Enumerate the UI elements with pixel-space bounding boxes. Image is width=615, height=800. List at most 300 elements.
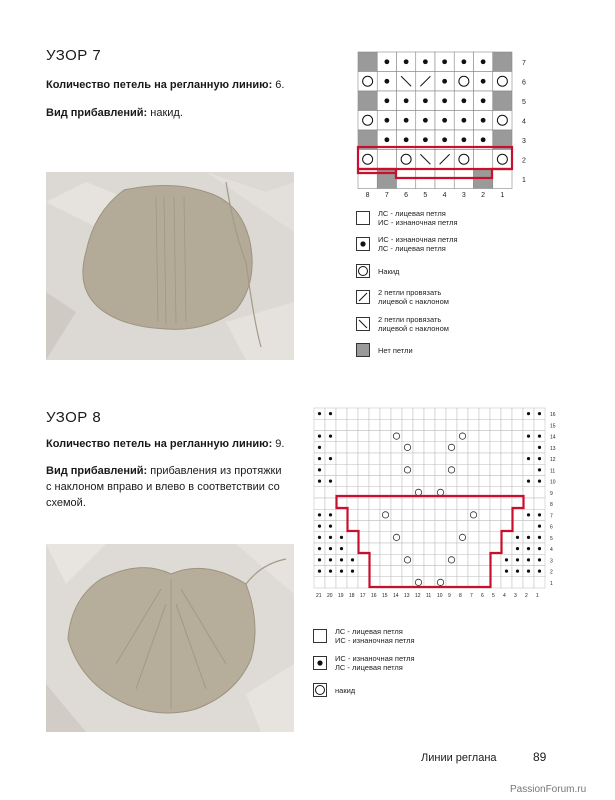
pattern8-cell <box>501 532 512 543</box>
pattern8-cell <box>490 453 501 464</box>
pattern8-cell <box>534 476 545 487</box>
pattern8-cell <box>479 442 490 453</box>
pattern8-cell <box>523 498 534 509</box>
pattern8-cell <box>534 498 545 509</box>
pattern8-cell <box>424 554 435 565</box>
pattern8-row-number: 13 <box>550 445 556 452</box>
pattern8-cell <box>523 476 534 487</box>
pattern8-cell <box>336 509 347 520</box>
pattern8-cell <box>523 521 534 532</box>
pattern8-cell <box>358 554 369 565</box>
page-number: 89 <box>533 750 547 764</box>
pattern7-cell <box>377 150 396 170</box>
pattern8-cell <box>479 554 490 565</box>
pattern8-cell <box>413 509 424 520</box>
pattern8-cell <box>314 577 325 588</box>
pattern8-cell <box>534 509 545 520</box>
pattern8-cell <box>501 498 512 509</box>
pattern8-cell <box>369 453 380 464</box>
pattern8-col-number: 16 <box>371 593 377 599</box>
pattern8-cell <box>402 543 413 554</box>
pattern8-cell <box>446 419 457 430</box>
pattern8-cell <box>424 464 435 475</box>
pattern8-cell <box>446 521 457 532</box>
pattern8-stitches-label: Количество петель на регланную линию: <box>46 438 273 450</box>
pattern8-cell <box>523 464 534 475</box>
pattern8-cell <box>347 566 358 577</box>
pattern8-cell <box>424 453 435 464</box>
pattern8-col-number: 8 <box>459 593 462 599</box>
pattern8-cell <box>347 464 358 475</box>
pattern8-row-number: 2 <box>550 569 553 576</box>
pattern8-cell <box>347 577 358 588</box>
pattern8-cell <box>501 476 512 487</box>
pattern7-cell <box>493 169 512 189</box>
pattern7-cell <box>493 150 512 170</box>
pattern8-cell <box>424 442 435 453</box>
pattern8-cell <box>512 408 523 419</box>
pattern8-cell <box>468 509 479 520</box>
pattern8-cell <box>402 476 413 487</box>
pattern7-cell <box>474 91 493 111</box>
pattern8-cell <box>325 408 336 419</box>
pattern8-increase <box>46 463 286 511</box>
pattern8-cell <box>424 566 435 577</box>
legend-text: ИС - изнаночная петля ЛС - лицевая петля <box>335 654 415 672</box>
pattern8-cell <box>512 543 523 554</box>
pattern7-cell <box>416 150 435 170</box>
pattern8-cell <box>523 453 534 464</box>
pattern8-cell <box>512 521 523 532</box>
pattern8-cell <box>479 509 490 520</box>
pattern7-cell <box>377 52 396 72</box>
pattern8-cell <box>402 442 413 453</box>
pattern7-cell <box>454 150 473 170</box>
knit-sample-photo-7 <box>46 172 294 360</box>
pattern8-cell <box>534 532 545 543</box>
pattern7-row-number: 4 <box>522 118 526 126</box>
pattern8-cell <box>512 419 523 430</box>
pattern7-cell <box>435 150 454 170</box>
pattern8-cell <box>413 464 424 475</box>
blank-symbol-icon <box>313 629 327 643</box>
pattern8-cell <box>402 453 413 464</box>
legend-text: Нет петли <box>378 345 413 355</box>
pattern8-col-numbers <box>316 593 539 599</box>
pattern8-cell <box>468 442 479 453</box>
pattern8-cell <box>358 442 369 453</box>
pattern8-cell <box>391 453 402 464</box>
legend-item <box>313 683 355 697</box>
pattern8-stitches <box>46 436 284 452</box>
pattern8-cell <box>358 532 369 543</box>
pattern8-cell <box>468 566 479 577</box>
pattern7-col-number: 8 <box>365 192 370 199</box>
pattern8-row-number: 7 <box>550 513 553 520</box>
pattern8-cell <box>325 419 336 430</box>
pattern8-cell <box>424 498 435 509</box>
pattern8-col-number: 15 <box>382 593 388 599</box>
pattern8-cell <box>325 464 336 475</box>
pattern7-cell <box>377 91 396 111</box>
pattern7-increase <box>46 105 183 121</box>
pattern8-row-numbers <box>550 412 556 587</box>
pattern8-cell <box>336 566 347 577</box>
pattern8-cell <box>523 442 534 453</box>
pattern8-chart-cells <box>314 408 545 588</box>
pattern7-col-number: 7 <box>384 192 389 199</box>
pattern8-cell <box>358 509 369 520</box>
pattern8-cell <box>358 577 369 588</box>
pattern8-cell <box>523 487 534 498</box>
pattern8-cell <box>413 476 424 487</box>
pattern7-row-number: 6 <box>522 79 526 87</box>
pattern8-cell <box>358 521 369 532</box>
pattern8-cell <box>512 577 523 588</box>
pattern8-title: УЗОР 8 <box>46 409 102 426</box>
pattern8-cell <box>435 442 446 453</box>
pattern7-cell <box>358 111 377 131</box>
pattern8-cell <box>457 566 468 577</box>
pattern8-cell <box>380 431 391 442</box>
pattern8-cell <box>424 509 435 520</box>
pattern7-increase-label: Вид прибавлений: <box>46 107 148 119</box>
pattern8-col-number: 19 <box>338 593 344 599</box>
pattern8-cell <box>402 431 413 442</box>
pattern8-cell <box>336 554 347 565</box>
pattern7-cell <box>435 91 454 111</box>
pattern8-col-number: 18 <box>349 593 355 599</box>
pattern8-cell <box>336 521 347 532</box>
pattern7-cell <box>377 72 396 92</box>
pattern8-cell <box>314 543 325 554</box>
pattern8-cell <box>336 532 347 543</box>
pattern8-cell <box>380 521 391 532</box>
pattern8-row-number: 15 <box>550 423 556 430</box>
pattern8-cell <box>435 419 446 430</box>
pattern8-cell <box>314 532 325 543</box>
pattern8-cell <box>424 543 435 554</box>
pattern8-cell <box>347 509 358 520</box>
pattern7-cell <box>454 91 473 111</box>
pattern8-cell <box>435 431 446 442</box>
dot-symbol-icon <box>356 237 370 251</box>
pattern8-cell <box>424 419 435 430</box>
pattern7-col-numbers <box>366 192 505 199</box>
pattern8-cell <box>325 453 336 464</box>
pattern8-cell <box>325 487 336 498</box>
pattern8-col-number: 2 <box>525 593 528 599</box>
pattern8-cell <box>534 554 545 565</box>
pattern8-cell <box>347 532 358 543</box>
pattern8-cell <box>490 498 501 509</box>
pattern8-cell <box>402 408 413 419</box>
legend-item <box>356 288 449 306</box>
legend-item <box>356 235 458 253</box>
pattern8-cell <box>413 498 424 509</box>
pattern8-cell <box>501 431 512 442</box>
pattern8-col-number: 9 <box>448 593 451 599</box>
pattern8-cell <box>369 442 380 453</box>
pattern8-cell <box>523 543 534 554</box>
pattern8-cell <box>523 509 534 520</box>
pattern7-cell <box>454 111 473 131</box>
legend-text: Накид <box>378 266 400 276</box>
pattern8-cell <box>314 419 325 430</box>
pattern8-col-number: 3 <box>514 593 517 599</box>
pattern8-cell <box>413 431 424 442</box>
pattern8-cell <box>391 442 402 453</box>
pattern8-cell <box>512 476 523 487</box>
pattern8-cell <box>523 554 534 565</box>
legend-item <box>356 343 413 357</box>
pattern8-cell <box>391 464 402 475</box>
pattern8-cell <box>468 431 479 442</box>
pattern7-row-number: 3 <box>522 137 526 145</box>
pattern8-cell <box>501 464 512 475</box>
pattern7-cell <box>493 111 512 131</box>
pattern8-cell <box>402 498 413 509</box>
pattern8-cell <box>325 442 336 453</box>
pattern8-cell <box>490 419 501 430</box>
pattern7-col-number: 5 <box>423 192 428 199</box>
pattern8-cell <box>314 509 325 520</box>
gray-symbol-icon <box>356 343 370 357</box>
pattern8-cell <box>457 532 468 543</box>
pattern8-col-number: 6 <box>481 593 484 599</box>
pattern8-cell <box>369 554 380 565</box>
pattern8-cell <box>479 408 490 419</box>
pattern8-cell <box>358 431 369 442</box>
pattern7-cell <box>358 150 377 170</box>
pattern8-cell <box>369 408 380 419</box>
pattern8-cell <box>347 453 358 464</box>
pattern8-cell <box>468 543 479 554</box>
pattern8-cell <box>435 509 446 520</box>
pattern7-cell <box>397 91 416 111</box>
legend-item <box>356 315 449 333</box>
pattern8-cell <box>468 521 479 532</box>
pattern8-cell <box>501 442 512 453</box>
pattern8-cell <box>479 419 490 430</box>
pattern8-cell <box>534 408 545 419</box>
pattern8-cell <box>435 476 446 487</box>
pattern8-cell <box>369 498 380 509</box>
pattern8-cell <box>534 453 545 464</box>
pattern8-cell <box>325 431 336 442</box>
pattern8-cell <box>336 442 347 453</box>
pattern8-cell <box>490 442 501 453</box>
pattern8-col-number: 12 <box>415 593 421 599</box>
pattern8-col-number: 14 <box>393 593 399 599</box>
pattern8-cell <box>490 532 501 543</box>
legend-text: 2 петли провязать лицевой с наклоном <box>378 315 449 333</box>
pattern8-cell <box>391 498 402 509</box>
pattern7-title: УЗОР 7 <box>46 47 102 64</box>
pattern8-cell <box>523 419 534 430</box>
pattern8-cell <box>490 464 501 475</box>
pattern8-cell <box>380 498 391 509</box>
pattern8-col-number: 5 <box>492 593 495 599</box>
pattern8-cell <box>336 476 347 487</box>
pattern8-cell <box>424 431 435 442</box>
pattern8-cell <box>391 408 402 419</box>
pattern8-cell <box>358 453 369 464</box>
pattern7-cell <box>397 72 416 92</box>
pattern8-cell <box>534 543 545 554</box>
pattern8-cell <box>512 453 523 464</box>
pattern8-cell <box>314 566 325 577</box>
pattern8-cell <box>457 554 468 565</box>
pattern8-cell <box>534 577 545 588</box>
pattern8-cell <box>347 543 358 554</box>
pattern8-cell <box>468 419 479 430</box>
pattern8-row-number: 9 <box>550 490 553 497</box>
circle-symbol-icon <box>313 683 327 697</box>
pattern8-cell <box>391 509 402 520</box>
pattern7-cell <box>416 72 435 92</box>
pattern8-cell <box>380 419 391 430</box>
pattern8-cell <box>435 543 446 554</box>
pattern7-stitches-label: Количество петель на регланную линию: <box>46 79 273 91</box>
pattern8-cell <box>468 453 479 464</box>
pattern8-cell <box>435 566 446 577</box>
pattern8-cell <box>512 442 523 453</box>
pattern7-stitches-value: 6. <box>272 79 285 91</box>
pattern8-cell <box>358 498 369 509</box>
pattern8-cell <box>347 431 358 442</box>
pattern7-cell <box>435 111 454 131</box>
pattern8-cell <box>446 543 457 554</box>
pattern7-row-number: 5 <box>522 98 526 106</box>
pattern8-cell <box>424 532 435 543</box>
pattern8-cell <box>501 554 512 565</box>
pattern8-cell <box>490 509 501 520</box>
pattern7-cell <box>435 52 454 72</box>
pattern8-row-number: 10 <box>550 479 556 486</box>
pattern8-cell <box>479 566 490 577</box>
pattern8-cell <box>325 476 336 487</box>
pattern8-cell <box>369 419 380 430</box>
legend-item <box>313 627 415 645</box>
pattern8-cell <box>391 476 402 487</box>
pattern7-cell <box>435 72 454 92</box>
pattern8-cell <box>446 532 457 543</box>
pattern8-cell <box>336 543 347 554</box>
pattern8-cell <box>501 419 512 430</box>
pattern8-cell <box>380 476 391 487</box>
pattern7-col-number: 3 <box>461 192 466 199</box>
pattern7-increase-value: накид. <box>147 107 183 119</box>
pattern8-cell <box>490 566 501 577</box>
pattern8-cell <box>457 419 468 430</box>
pattern8-cell <box>402 554 413 565</box>
backslash-symbol-icon <box>356 317 370 331</box>
pattern7-row-numbers <box>522 60 526 184</box>
pattern8-cell <box>347 554 358 565</box>
pattern8-cell <box>369 509 380 520</box>
pattern8-col-number: 17 <box>360 593 366 599</box>
pattern7-cell <box>416 91 435 111</box>
pattern8-cell <box>490 577 501 588</box>
pattern8-cell <box>435 408 446 419</box>
pattern8-cell <box>446 554 457 565</box>
pattern8-col-number: 13 <box>404 593 410 599</box>
pattern8-cell <box>468 476 479 487</box>
pattern8-cell <box>380 464 391 475</box>
pattern8-col-number: 7 <box>470 593 473 599</box>
pattern8-cell <box>468 554 479 565</box>
pattern8-cell <box>402 464 413 475</box>
pattern8-cell <box>358 419 369 430</box>
pattern8-cell <box>380 566 391 577</box>
pattern8-cell <box>479 532 490 543</box>
pattern8-cell <box>336 453 347 464</box>
pattern8-cell <box>446 476 457 487</box>
pattern8-cell <box>457 453 468 464</box>
pattern8-cell <box>402 419 413 430</box>
pattern8-cell <box>512 464 523 475</box>
pattern8-cell <box>424 521 435 532</box>
pattern7-cell <box>493 91 512 111</box>
pattern8-cell <box>336 464 347 475</box>
pattern8-cell <box>479 453 490 464</box>
pattern8-cell <box>479 464 490 475</box>
blank-symbol-icon <box>356 211 370 225</box>
pattern8-cell <box>369 476 380 487</box>
pattern8-cell <box>534 464 545 475</box>
pattern7-cell <box>474 150 493 170</box>
pattern8-cell <box>435 464 446 475</box>
legend-item <box>313 654 415 672</box>
pattern8-cell <box>501 453 512 464</box>
pattern8-cell <box>391 532 402 543</box>
pattern8-cell <box>391 431 402 442</box>
circle-symbol-icon <box>356 264 370 278</box>
pattern8-cell <box>380 408 391 419</box>
pattern8-col-number: 4 <box>503 593 506 599</box>
pattern8-cell <box>457 476 468 487</box>
legend-text: 2 петли провязать лицевой с наклоном <box>378 288 449 306</box>
pattern8-cell <box>479 521 490 532</box>
pattern8-row-number: 1 <box>550 580 553 587</box>
pattern8-cell <box>468 532 479 543</box>
pattern8-cell <box>413 453 424 464</box>
pattern8-cell <box>457 521 468 532</box>
pattern8-cell <box>336 577 347 588</box>
pattern8-cell <box>457 509 468 520</box>
pattern8-cell <box>325 543 336 554</box>
pattern8-cell <box>325 521 336 532</box>
pattern8-cell <box>391 521 402 532</box>
pattern7-cell <box>358 72 377 92</box>
pattern7-cell <box>377 111 396 131</box>
pattern8-cell <box>534 442 545 453</box>
knit-sample-photo-8 <box>46 544 294 732</box>
pattern8-cell <box>347 476 358 487</box>
pattern8-cell <box>523 566 534 577</box>
pattern8-cell <box>314 453 325 464</box>
pattern7-cell <box>358 91 377 111</box>
pattern8-cell <box>413 543 424 554</box>
pattern8-cell <box>490 431 501 442</box>
pattern8-cell <box>446 566 457 577</box>
pattern7-row-number: 2 <box>522 157 526 165</box>
pattern8-cell <box>391 419 402 430</box>
pattern8-cell <box>325 509 336 520</box>
pattern8-cell <box>325 577 336 588</box>
pattern8-cell <box>501 577 512 588</box>
